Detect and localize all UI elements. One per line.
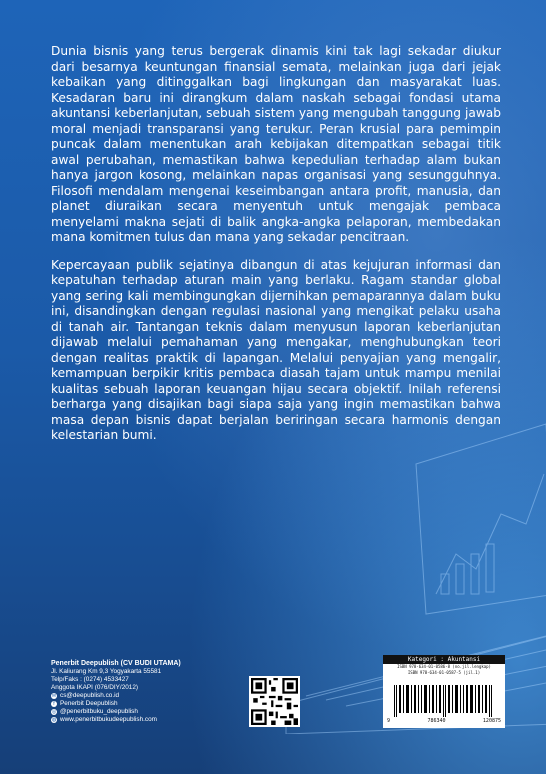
publisher-phone: Telp/Faks : (0274) 4533427 (51, 676, 129, 683)
book-synopsis (51, 44, 501, 456)
publisher-name: Penerbit Deepublish (CV BUDI UTAMA) (51, 660, 181, 667)
synopsis-paragraph-2: Kepercayaan publik sejatinya dibangun di atas kejujuran informasi dan kepatuhan terhadap aturan main yang berlaku. Ragam standar global yang sering kali membingungkan dijernihkan pemaparannya dalam buku ini, disandingkan dengan regulasi nasional yang mengikat pelaku usaha di tanah air. Tantangan teknis dalam menyusun laporan keberlanjutan dijawab melalui pemahaman yang mengakar, menghubungkan teori dengan realitas praktik di lapangan. Melalui penyajian yang mengalir, kemampuan berpikir kritis pembaca diasah tajam untuk mampu menilai kualitas sebuah laporan keuangan hijau secara objektif. Inilah referensi berharga yang disajikan bagi siapa saja yang ingin memastikan bahwa masa depan bisnis dapat berjalan beriringan secara harmonis dengan kelestarian bumi. (51, 257, 501, 442)
contact-website: ◍ www.penerbitbukudeepublish.com (51, 716, 157, 723)
synopsis-paragraph-1: Dunia bisnis yang terus bergerak dinamis kini tak lagi sekadar diukur dari besarnya keuntungan finansial semata, melainkan juga dari jejak kebaikan yang ditinggalkan bagi lingkungan dan masyarakat luas. Kesadaran baru ini dirangkum dalam naskah sebagai fondasi utama akuntansi keberlanjutan, sebuah sistem yang mengubah tanggung jawab moral menjadi transparansi yang terukur. Peran krusial para pemimpin puncak dalam menentukan arah kebijakan ditempatkan sebagai titik awal perubahan, memastikan bahwa kepedulian terhadap alam bukan hanya jargon kosong, melainkan napas organisasi yang sesungguhnya. Filosofi mendalam mengenai keseimbangan antara profit, manusia, dan planet diuraikan secara menyentuh untuk mengajak pembaca menyelami makna sejati di balik angka-angka pelaporan, membedakan mana komitmen tulus dan mana yang sekadar pencitraan. (51, 44, 501, 244)
isbn-line-2: ISBN 978-634-01-0587-5 (jil.1) (407, 670, 481, 675)
publisher-membership: Anggota IKAPI (076/DIY/2012) (51, 684, 139, 691)
contact-email: ✉ cs@deepublish.co.id (51, 692, 120, 699)
publisher-address: Jl. Kaliurang Km 9,3 Yogyakarta 55581 (51, 668, 162, 675)
isbn-barcode-box (383, 655, 505, 728)
qr-code (249, 676, 300, 727)
contact-instagram: ◎ @penerbitbuku_deepublish (51, 708, 138, 715)
publisher-info (51, 660, 241, 724)
email-icon: ✉ (51, 693, 57, 699)
barcode (392, 685, 496, 717)
facebook-icon: f (51, 701, 57, 707)
isbn-line-1: ISBN 978-634-01-0586-8 (no.jil.lengkap) (397, 664, 491, 669)
contact-facebook: f Penerbit Deepublish (51, 700, 241, 708)
category-label: Kategori : Akuntansi (383, 655, 505, 664)
barcode-numbers: 9 786340 120875 (387, 718, 501, 724)
globe-icon: ◍ (51, 717, 57, 723)
instagram-icon: ◎ (51, 709, 57, 715)
